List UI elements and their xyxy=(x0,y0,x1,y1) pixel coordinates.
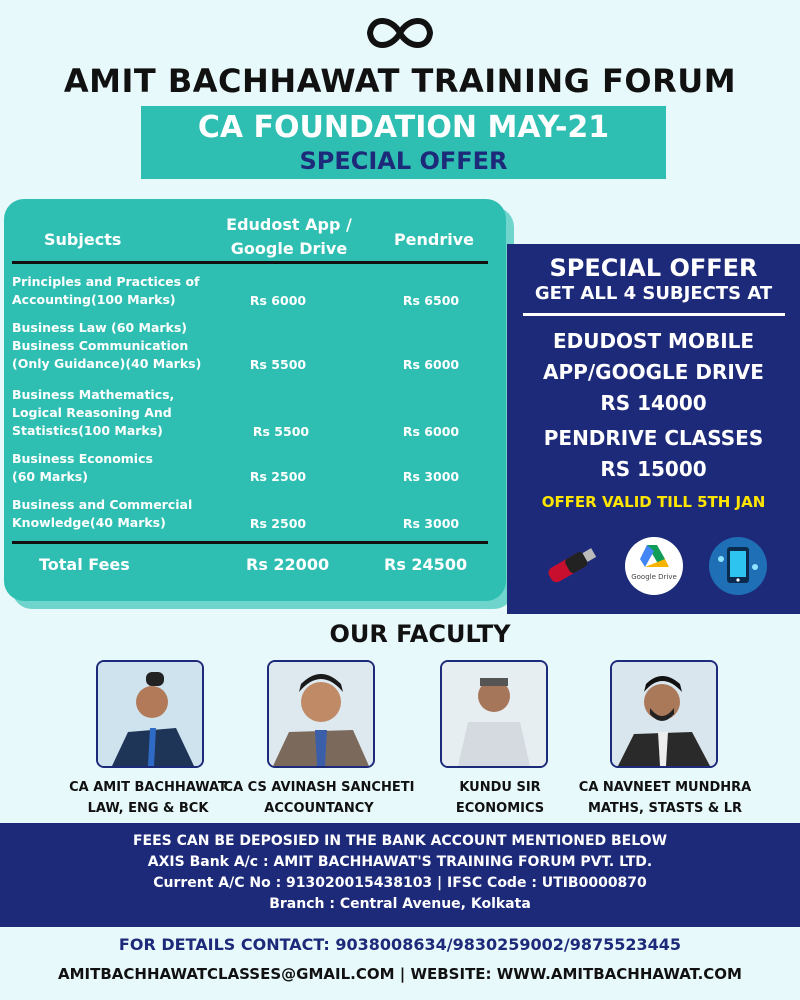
faculty-photo-4 xyxy=(610,660,718,768)
google-drive-icon xyxy=(625,537,683,595)
faculty-photo-2 xyxy=(267,660,375,768)
bank-line-3: Current A/C No : 913020015438103 | IFSC Code : UTIB0000870 xyxy=(153,875,647,891)
row-app-price: Rs 6000 xyxy=(249,293,307,308)
offer-subtitle: GET ALL 4 SUBJECTS AT xyxy=(534,283,773,304)
offer-title: SPECIAL OFFER xyxy=(549,254,758,282)
row-app-price: Rs 5500 xyxy=(252,424,310,439)
pendrive-icon xyxy=(541,543,603,587)
faculty-title: OUR FACULTY xyxy=(329,620,511,648)
offer-app-line2: APP/GOOGLE DRIVE xyxy=(543,360,764,384)
fees-table xyxy=(4,199,506,601)
header-divider xyxy=(12,261,488,264)
row-app-price: Rs 2500 xyxy=(249,516,307,531)
row-pendrive-price: Rs 6000 xyxy=(402,357,460,372)
total-label: Total Fees xyxy=(39,555,130,574)
offer-app-price: RS 14000 xyxy=(600,391,707,415)
special-offer-tag: SPECIAL OFFER xyxy=(299,147,508,175)
table-row: Business and Commercial Knowledge(40 Marks) xyxy=(12,497,193,530)
bank-line-2: AXIS Bank A/c : AMIT BACHHAWAT'S TRAINING FORUM PVT. LTD. xyxy=(147,854,653,870)
row-pendrive-price: Rs 3000 xyxy=(402,469,460,484)
row-app-price: Rs 5500 xyxy=(249,357,307,372)
google-drive-label: Google Drive xyxy=(631,573,677,581)
total-pendrive-price: Rs 24500 xyxy=(384,555,468,574)
table-row: Business Law (60 Marks) Business Communication (Only Guidance)(40 Marks) xyxy=(12,320,202,371)
special-offer-panel xyxy=(507,244,800,614)
bank-line-4: Branch : Central Avenue, Kolkata xyxy=(269,896,531,912)
offer-pendrive-line: PENDRIVE CLASSES xyxy=(543,426,764,450)
infinity-logo-icon xyxy=(364,8,436,58)
offer-icons xyxy=(537,537,777,597)
col-pendrive: Pendrive xyxy=(393,230,475,249)
offer-validity: OFFER VALID TILL 5TH JAN xyxy=(541,493,766,511)
faculty-member-2: CA CS AVINASH SANCHETI ACCOUNTANCY xyxy=(223,780,415,816)
faculty-member-3: KUNDU SIR ECONOMICS xyxy=(455,780,545,816)
offer-app-line1: EDUDOST MOBILE xyxy=(552,329,755,353)
table-row: Principles and Practices of Accounting(100 Marks) xyxy=(12,274,200,307)
faculty-member-1: CA AMIT BACHHAWAT LAW, ENG & BCK xyxy=(69,780,227,816)
contact-email-website: AMITBACHHAWATCLASSES@GMAIL.COM | WEBSITE: WWW.AMITBACHHAWAT.COM xyxy=(58,965,742,983)
bank-line-1: FEES CAN BE DEPOSIED IN THE BANK ACCOUNT MENTIONED BELOW xyxy=(132,833,668,849)
row-pendrive-price: Rs 3000 xyxy=(402,516,460,531)
mobile-app-icon xyxy=(709,537,767,595)
total-app-price: Rs 22000 xyxy=(246,555,330,574)
offer-pendrive-price: RS 15000 xyxy=(600,457,707,481)
table-row: Business Economics (60 Marks) xyxy=(12,451,153,484)
course-title: CA FOUNDATION MAY-21 xyxy=(197,110,610,145)
faculty-photo-1 xyxy=(96,660,204,768)
faculty-photo-3 xyxy=(440,660,548,768)
course-banner xyxy=(141,106,666,179)
page-title: AMIT BACHHAWAT TRAINING FORUM xyxy=(63,62,737,100)
contact-phones: FOR DETAILS CONTACT: 9038008634/9830259002/9875523445 xyxy=(118,935,682,954)
col-subjects: Subjects xyxy=(44,230,122,249)
col-app: Edudost App / Google Drive xyxy=(226,215,352,258)
row-pendrive-price: Rs 6500 xyxy=(402,293,460,308)
faculty-member-4: CA NAVNEET MUNDHRA MATHS, STASTS & LR xyxy=(578,780,752,816)
row-pendrive-price: Rs 6000 xyxy=(402,424,460,439)
offer-divider xyxy=(523,313,785,316)
total-divider xyxy=(12,541,488,544)
table-row: Business Mathematics, Logical Reasoning And Statistics(100 Marks) xyxy=(12,387,175,438)
row-app-price: Rs 2500 xyxy=(249,469,307,484)
bank-details xyxy=(0,823,800,927)
